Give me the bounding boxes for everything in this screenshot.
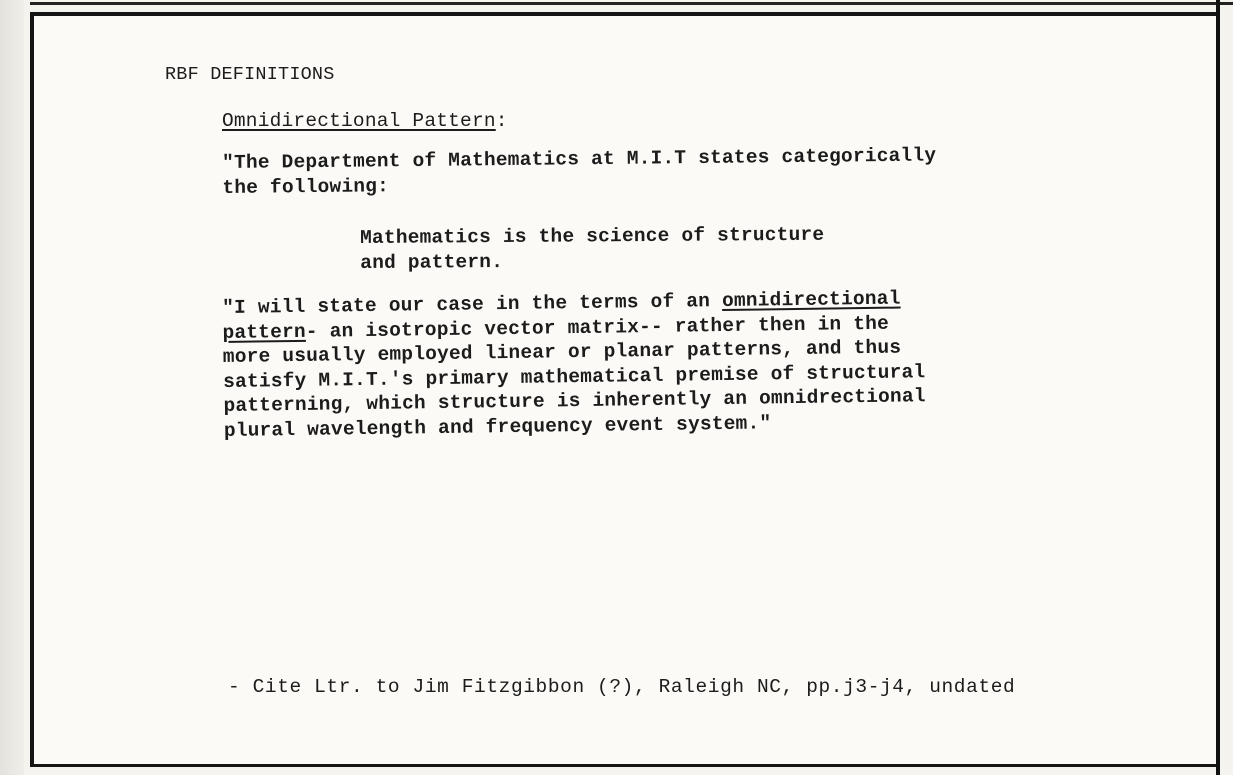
- math-definition: [360, 223, 825, 275]
- quote-rbf-line-6: plural wavelength and frequency event system.": [223, 411, 772, 442]
- quote-mit-line-1: "The Department of Mathematics at M.I.T states categorically: [222, 144, 937, 174]
- quote-rbf-line-2-post: - an isotropic vector matrix-- rather then in the: [305, 312, 890, 343]
- quote-rbf: [222, 286, 926, 443]
- math-line-2: and pattern.: [360, 250, 504, 274]
- citation: - Cite Ltr. to Jim Fitzgibbon (?), Raleigh NC, pp.j3-j4, undated: [228, 676, 1016, 698]
- card-right-rule: [1216, 0, 1220, 775]
- quote-mit-line-2: the following:: [222, 174, 390, 199]
- quote-rbf-line-1-pre: "I will state our case in the terms of an: [222, 290, 723, 319]
- quote-rbf-line-5: patterning, which structure is inherently an omnidrectional: [223, 385, 926, 417]
- quote-rbf-line-4: satisfy M.I.T.'s primary mathematical premise of structural: [223, 360, 926, 393]
- definition-term-text: Omnidirectional Pattern: [222, 110, 496, 132]
- quote-rbf-line-3: more usually employed linear or planar patterns, and thus: [222, 336, 902, 368]
- quote-rbf-underlined-pattern: pattern: [222, 320, 306, 344]
- math-line-1: Mathematics is the science of structure: [360, 223, 825, 249]
- definition-term-colon: :: [495, 110, 508, 132]
- quote-mit-intro: [222, 144, 937, 200]
- page-edge-strip: [0, 0, 24, 775]
- definition-term: [222, 109, 508, 134]
- card-top-rule: [30, 2, 1233, 10]
- quote-rbf-underlined-term: omnidirectional: [721, 287, 901, 313]
- card-heading: RBF DEFINITIONS: [165, 64, 335, 85]
